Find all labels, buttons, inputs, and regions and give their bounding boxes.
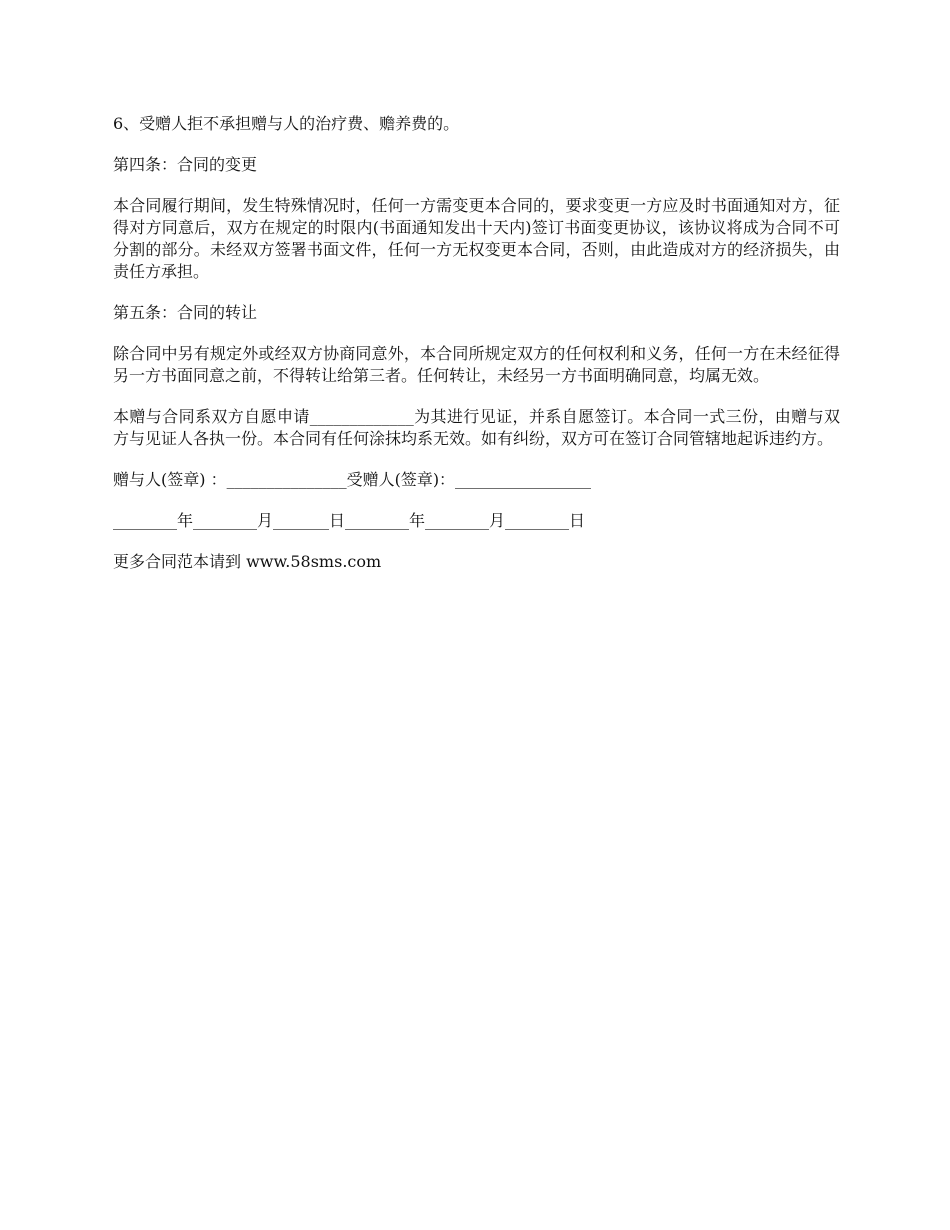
date-line: ________年________月_______日________年________月________日: [113, 511, 586, 530]
witness-paragraph: 本赠与合同系双方自愿申请_____________为其进行见证，并系自愿签订。本合同一式三份，由赠与双方与见证人各执一份。本合同有任何涂抹均系无效。如有纠纷，双方可在签订合同管辖地起诉违约方。: [113, 407, 840, 448]
signature-line: 赠与人(签章) ：_______________受赠人(签章)：_________________: [113, 470, 592, 489]
document-page: [113, 113, 840, 573]
article-4-heading: 第四条：合同的变更: [113, 155, 258, 174]
footer-note: 更多合同范本请到 www.58sms.com: [113, 552, 382, 571]
article-5-heading: 第五条：合同的转让: [113, 303, 258, 322]
article-5-body: 除合同中另有规定外或经双方协商同意外，本合同所规定双方的任何权利和义务，任何一方在未经征得另一方书面同意之前，不得转让给第三者。任何转让，未经另一方书面明确同意，均属无效。: [113, 344, 840, 385]
article-4-body: 本合同履行期间，发生特殊情况时，任何一方需变更本合同的，要求变更一方应及时书面通知对方，征得对方同意后，双方在规定的时限内(书面通知发出十天内)签订书面变更协议，该协议将成为合同不可分割的部分。未经双方签署书面文件，任何一方无权变更本合同，否则，由此造成对方的经济损失，由责任方承担。: [113, 196, 840, 281]
clause-item-6: 6、受赠人拒不承担赠与人的治疗费、赡养费的。: [113, 114, 460, 133]
